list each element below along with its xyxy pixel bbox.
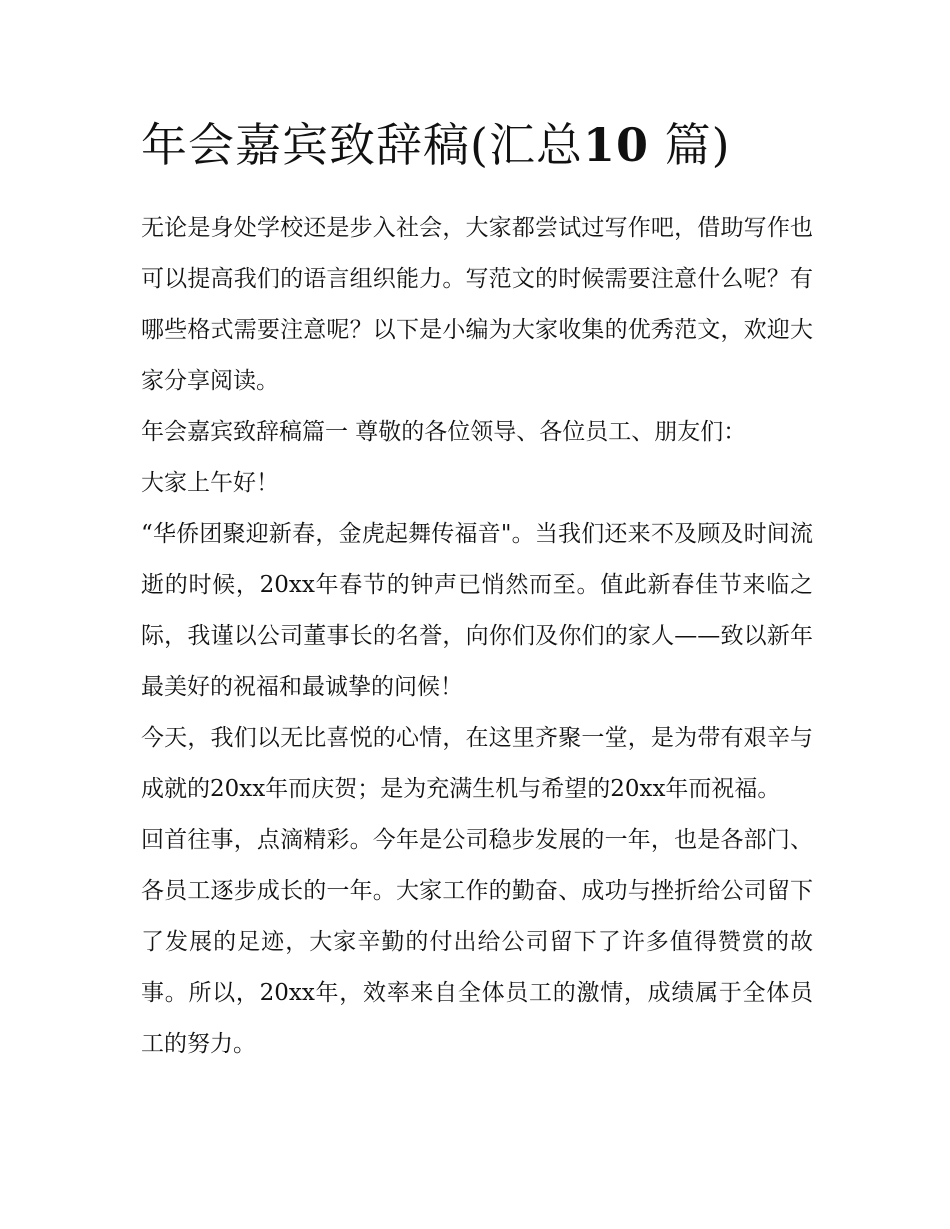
paragraph-review: 回首往事，点滴精彩。今年是公司稳步发展的一年，也是各部门、各员工逐步成长的一年。大家工作的勤奋、成功与挫折给公司留下了发展的足迹，大家辛勤的付出给公司留下了许多值得赞赏的故事。所以，20xx年，效率来自全体员工的激情，成绩属于全体员工的努力。 — [141, 827, 813, 1057]
paragraph-greeting: 大家上午好！ — [141, 470, 279, 496]
paragraph-new-year: “华侨团聚迎新春，金虎起舞传福音"。当我们还来不及顾及时间流逝的时候，20xx年春节的钟声已悄然而至。值此新春佳节来临之际，我谨以公司董事长的名誉，向你们及你们的家人——致以新年最美好的祝福和最诚挚的问候！ — [141, 521, 813, 700]
paragraph-salutation: 年会嘉宾致辞稿篇一 尊敬的各位领导、各位员工、朋友们： — [141, 419, 747, 445]
document-title — [141, 112, 813, 178]
title-number: 10 — [582, 118, 649, 172]
paragraph-intro: 无论是身处学校还是步入社会，大家都尝试过写作吧，借助写作也可以提高我们的语言组织能力。写范文的时候需要注意什么呢？有哪些格式需要注意呢？以下是小编为大家收集的优秀范文，欢迎大家分享阅读。 — [141, 215, 813, 394]
title-suffix: 篇) — [664, 118, 731, 172]
document-page — [141, 112, 813, 1070]
title-prefix: 年会嘉宾致辞稿(汇总 — [141, 118, 583, 172]
paragraph-celebration: 今天，我们以无比喜悦的心情，在这里齐聚一堂，是为带有艰辛与成就的20xx年而庆贺；是为充满生机与希望的20xx年而祝福。 — [141, 725, 813, 802]
